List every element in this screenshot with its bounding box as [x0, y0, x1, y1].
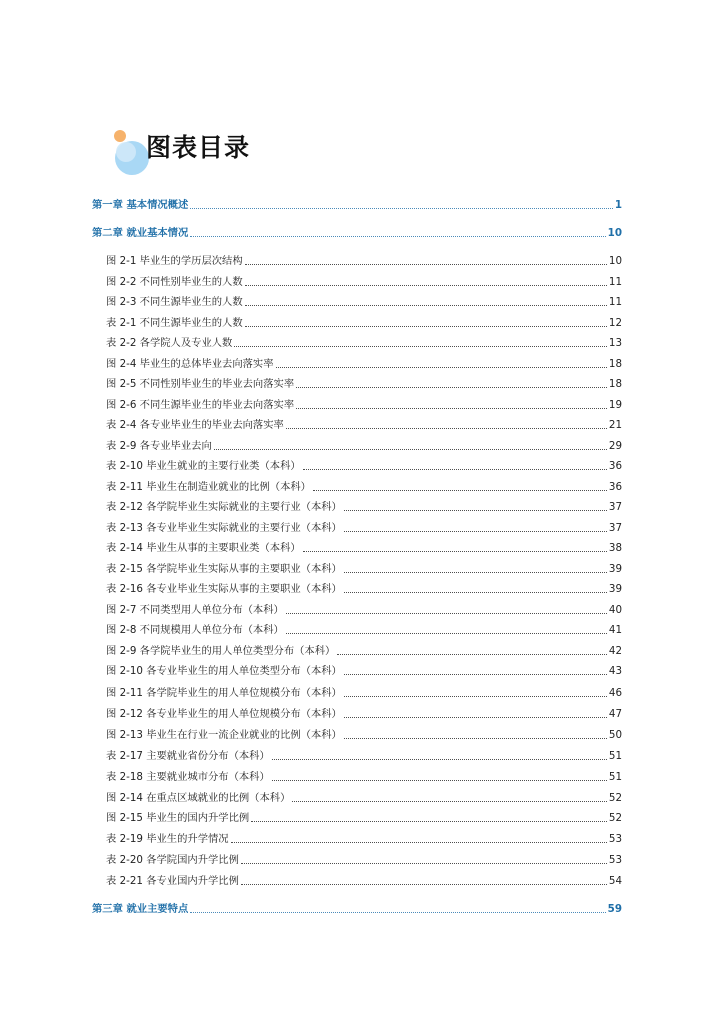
toc-label: 图 2-8 不同规模用人单位分布（本科） [106, 624, 284, 636]
toc-leader [241, 855, 607, 864]
toc-item[interactable] [106, 314, 622, 330]
toc-leader [344, 502, 607, 511]
toc-label: 图 2-3 不同生源毕业生的人数 [106, 296, 243, 308]
toc-leader [272, 751, 607, 760]
toc-label: 表 2-14 毕业生从事的主要职业类（本科） [106, 542, 301, 554]
toc-label: 表 2-1 不同生源毕业生的人数 [106, 317, 243, 329]
toc-leader [234, 338, 607, 347]
toc-item[interactable] [106, 830, 622, 846]
toc-page-number: 51 [608, 750, 622, 762]
toc-label: 表 2-19 毕业生的升学情况 [106, 833, 229, 845]
toc-item[interactable] [106, 273, 622, 289]
page-title: 图表目录 [146, 133, 251, 162]
toc-item[interactable] [106, 416, 622, 432]
toc-page-number: 36 [608, 481, 622, 493]
toc-label: 图 2-11 各学院毕业生的用人单位规模分布（本科） [106, 687, 342, 699]
toc-page-number: 39 [608, 583, 622, 595]
toc-item[interactable] [106, 355, 622, 371]
toc-label: 图 2-4 毕业生的总体毕业去向落实率 [106, 358, 274, 370]
toc-label: 表 2-12 各学院毕业生实际就业的主要行业（本科） [106, 501, 342, 513]
toc-chapter-3[interactable] [92, 900, 622, 916]
toc-leader [292, 793, 607, 802]
toc-leader [286, 605, 607, 614]
toc-page-number: 52 [608, 812, 622, 824]
toc-label: 表 2-2 各学院人及专业人数 [106, 337, 233, 349]
toc-leader [344, 523, 607, 532]
toc-page-number: 40 [608, 604, 622, 616]
toc-leader [313, 482, 607, 491]
toc-page-number: 46 [608, 687, 622, 699]
toc-page-number: 52 [608, 792, 622, 804]
toc-item[interactable] [106, 560, 622, 576]
toc-leader [296, 400, 607, 409]
toc-item[interactable] [106, 580, 622, 596]
toc-item[interactable] [106, 334, 622, 350]
toc-page-number: 51 [608, 771, 622, 783]
toc-label: 图 2-7 不同类型用人单位分布（本科） [106, 604, 284, 616]
toc-leader [303, 461, 607, 470]
toc-page-number: 37 [608, 501, 622, 513]
toc-page-number: 53 [608, 854, 622, 866]
toc-label: 第一章 基本情况概述 [92, 199, 189, 211]
toc-page-number: 43 [608, 665, 622, 677]
toc-page-number: 41 [608, 624, 622, 636]
toc-page-number: 10 [608, 255, 622, 267]
toc-label: 表 2-17 主要就业省份分布（本科） [106, 750, 270, 762]
toc-leader [296, 379, 607, 388]
toc-leader [276, 359, 607, 368]
toc-label: 表 2-16 各专业毕业生实际从事的主要职业（本科） [106, 583, 342, 595]
toc-page-number: 38 [608, 542, 622, 554]
toc-item[interactable] [106, 293, 622, 309]
toc-page-number: 54 [608, 875, 622, 887]
toc-page-number: 1 [614, 199, 622, 211]
toc-leader [190, 904, 605, 913]
toc-chapter-1[interactable] [92, 196, 622, 212]
toc-label: 表 2-10 毕业生就业的主要行业类（本科） [106, 460, 301, 472]
toc-item[interactable] [106, 437, 622, 453]
toc-leader [251, 813, 607, 822]
toc-item[interactable] [106, 457, 622, 473]
toc-leader [344, 730, 607, 739]
toc-label: 图 2-13 毕业生在行业一流企业就业的比例（本科） [106, 729, 342, 741]
toc-label: 图 2-2 不同性别毕业生的人数 [106, 276, 243, 288]
toc-leader [344, 564, 607, 573]
toc-page-number: 19 [608, 399, 622, 411]
toc-page-number: 53 [608, 833, 622, 845]
toc-item[interactable] [106, 662, 622, 678]
toc-label: 图 2-15 毕业生的国内升学比例 [106, 812, 250, 824]
toc-leader [344, 666, 607, 675]
toc-item[interactable] [106, 478, 622, 494]
toc-leader [344, 709, 607, 718]
toc-item[interactable] [106, 872, 622, 888]
toc-page-number: 50 [608, 729, 622, 741]
toc-page-number: 47 [608, 708, 622, 720]
toc-page-number: 18 [608, 378, 622, 390]
toc-item[interactable] [106, 747, 622, 763]
toc-label: 表 2-11 毕业生在制造业就业的比例（本科） [106, 481, 311, 493]
toc-item[interactable] [106, 252, 622, 268]
toc-item[interactable] [106, 809, 622, 825]
toc-leader [337, 646, 607, 655]
toc-item[interactable] [106, 498, 622, 514]
toc-item[interactable] [106, 851, 622, 867]
toc-leader [303, 543, 607, 552]
toc-item[interactable] [106, 705, 622, 721]
toc-item[interactable] [106, 726, 622, 742]
toc-leader [231, 834, 607, 843]
toc-leader [241, 876, 607, 885]
toc-label: 图 2-6 不同生源毕业生的毕业去向落实率 [106, 399, 295, 411]
toc-item[interactable] [106, 375, 622, 391]
toc-leader [245, 318, 607, 327]
toc-label: 表 2-21 各专业国内升学比例 [106, 875, 239, 887]
toc-label: 表 2-9 各专业毕业去向 [106, 440, 212, 452]
toc-page-number: 11 [608, 276, 622, 288]
toc-page-number: 13 [608, 337, 622, 349]
toc-page-number: 11 [608, 296, 622, 308]
toc-label: 表 2-20 各学院国内升学比例 [106, 854, 239, 866]
toc-page-number: 37 [608, 522, 622, 534]
toc-page-number: 21 [608, 419, 622, 431]
toc-item[interactable] [106, 396, 622, 412]
toc-page-number: 29 [608, 440, 622, 452]
toc-item[interactable] [106, 601, 622, 617]
toc-label: 图 2-1 毕业生的学历层次结构 [106, 255, 243, 267]
toc-item[interactable] [106, 789, 622, 805]
toc-chapter-2[interactable] [92, 224, 622, 240]
toc-item[interactable] [106, 768, 622, 784]
toc-page-number: 39 [608, 563, 622, 575]
toc-item[interactable] [106, 539, 622, 555]
toc-leader [344, 688, 607, 697]
toc-label: 表 2-13 各专业毕业生实际就业的主要行业（本科） [106, 522, 342, 534]
toc-label: 第三章 就业主要特点 [92, 903, 189, 915]
toc-label: 图 2-14 在重点区域就业的比例（本科） [106, 792, 291, 804]
toc-label: 第二章 就业基本情况 [92, 227, 189, 239]
toc-label: 图 2-12 各专业毕业生的用人单位规模分布（本科） [106, 708, 342, 720]
toc-page-number: 12 [608, 317, 622, 329]
toc-item[interactable] [106, 519, 622, 535]
toc-label: 图 2-10 各专业毕业生的用人单位类型分布（本科） [106, 665, 342, 677]
toc-leader [190, 228, 605, 237]
toc-leader [214, 441, 607, 450]
toc-leader [245, 297, 607, 306]
toc-leader [245, 256, 607, 265]
toc-page-number: 18 [608, 358, 622, 370]
toc-leader [344, 584, 607, 593]
toc-page-number: 42 [608, 645, 622, 657]
toc-label: 表 2-4 各专业毕业生的毕业去向落实率 [106, 419, 284, 431]
toc-item[interactable] [106, 621, 622, 637]
toc-page-number: 59 [607, 903, 622, 915]
toc-item[interactable] [106, 684, 622, 700]
toc-label: 表 2-18 主要就业城市分布（本科） [106, 771, 270, 783]
toc-item[interactable] [106, 642, 622, 658]
toc-leader [286, 420, 607, 429]
toc-label: 图 2-9 各学院毕业生的用人单位类型分布（本科） [106, 645, 336, 657]
toc-leader [272, 772, 607, 781]
toc-leader [190, 200, 613, 209]
toc-label: 表 2-15 各学院毕业生实际从事的主要职业（本科） [106, 563, 342, 575]
toc-label: 图 2-5 不同性别毕业生的毕业去向落实率 [106, 378, 295, 390]
toc-leader [286, 625, 607, 634]
toc-page-number: 10 [607, 227, 622, 239]
toc-page-number: 36 [608, 460, 622, 472]
toc-leader [245, 277, 607, 286]
